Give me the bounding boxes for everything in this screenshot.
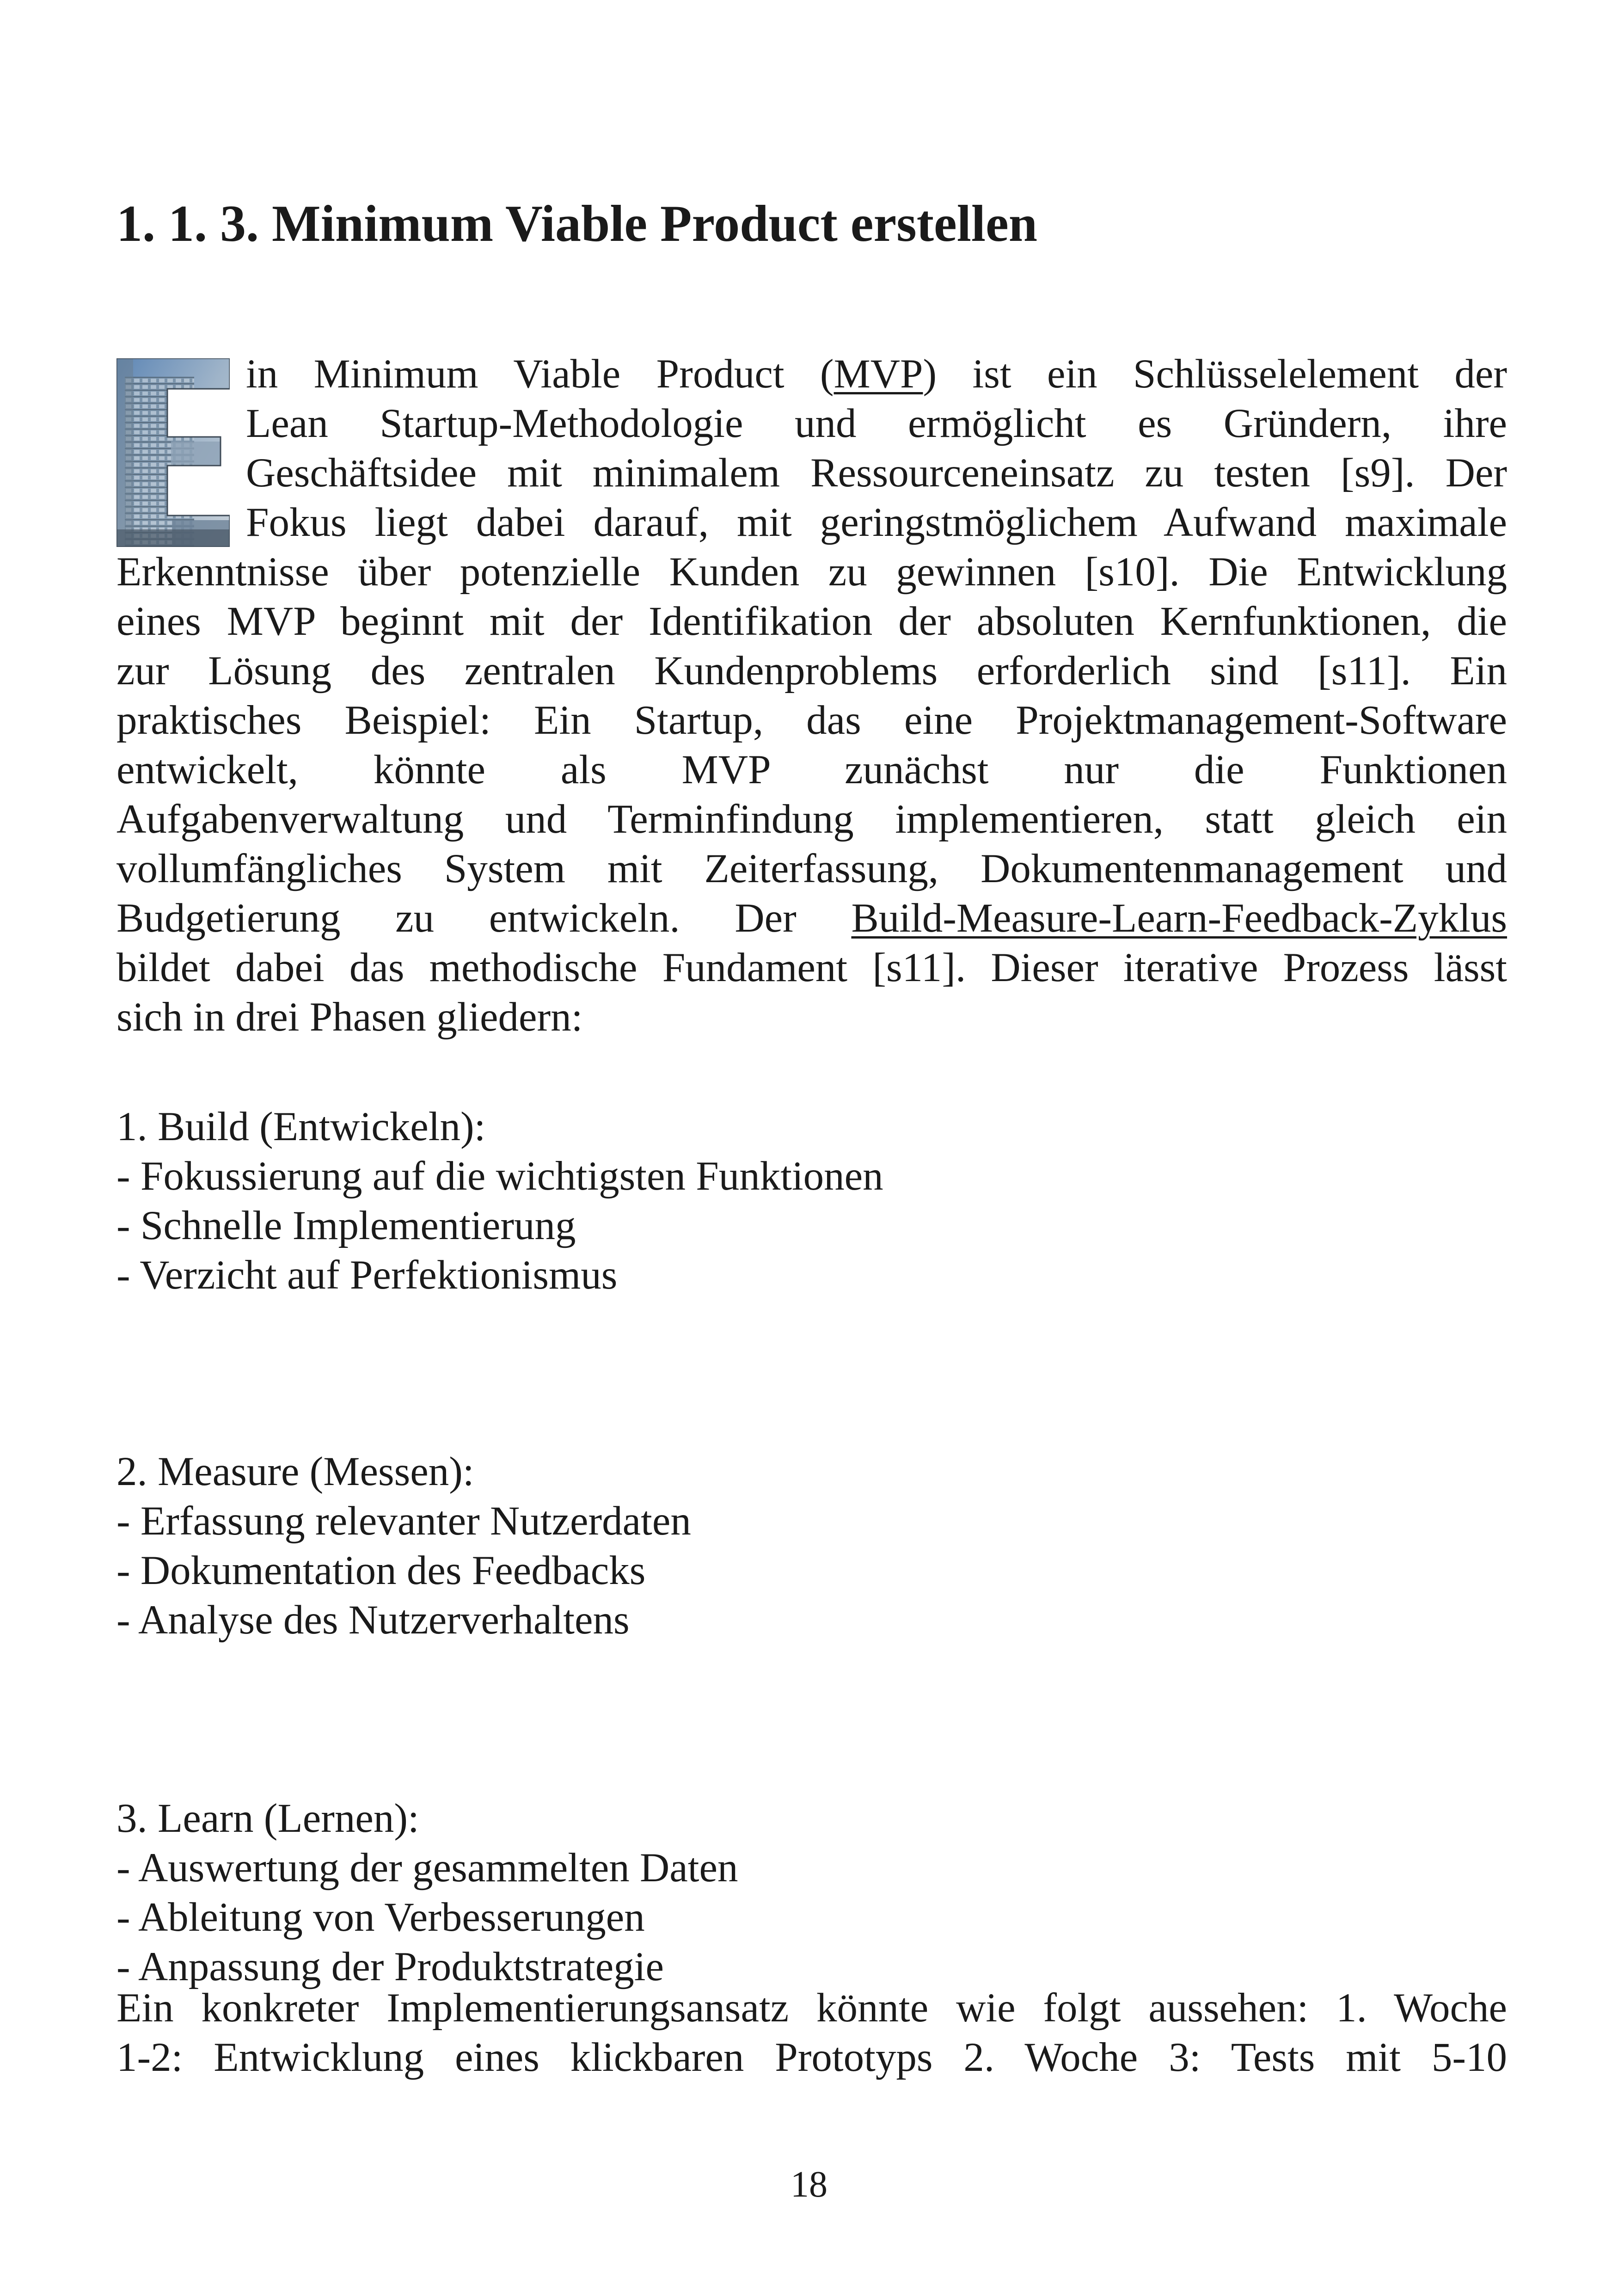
page-number: 18 — [791, 2164, 827, 2205]
text-line: sich in drei Phasen gliedern: — [116, 995, 583, 1040]
text-line: Lean Startup-Methodologie und ermöglicht es Gründern, ihre — [246, 401, 1507, 446]
list-item: - Auswertung der gesammelten Daten — [116, 1845, 738, 1891]
list-item: - Analyse des Nutzerverhaltens — [116, 1597, 630, 1643]
phase-build — [116, 1102, 1507, 1300]
phase-title: 1. Build (Entwickeln): — [116, 1104, 486, 1149]
list-item: - Fokussierung auf die wichtigsten Funktionen — [116, 1154, 883, 1199]
text-line: praktisches Beispiel: Ein Startup, das eine Projektmanagement-Software — [116, 698, 1507, 743]
section-heading: 1. 1. 3. Minimum Viable Product erstellen — [116, 195, 1037, 252]
phase-title: 2. Measure (Messen): — [116, 1449, 474, 1494]
text-line: Ein konkreter Implementierungsansatz könnte wie folgt aussehen: 1. Woche — [116, 1985, 1507, 2031]
text-line: Budgetierung zu entwickeln. Der Build-Measure-Learn-Feedback-Zyklus — [116, 896, 1507, 941]
phase-measure — [116, 1447, 1507, 1645]
mvp-link[interactable]: MVP — [834, 351, 923, 397]
intro-paragraph — [116, 350, 1507, 1042]
list-item: - Anpassung der Produktstrategie — [116, 1944, 664, 1989]
list-item: - Schnelle Implementierung — [116, 1203, 576, 1248]
text-line: 1-2: Entwicklung eines klickbaren Prototyps 2. Woche 3: Tests mit 5-10 — [116, 2035, 1507, 2080]
closing-paragraph — [116, 1983, 1507, 2082]
build-measure-learn-link[interactable]: Build-Measure-Learn-Feedback-Zyklus — [851, 896, 1507, 941]
text-line: Aufgabenverwaltung und Terminfindung implementieren, statt gleich ein — [116, 797, 1507, 842]
list-item: - Ableitung von Verbesserungen — [116, 1895, 645, 1940]
text-line: in Minimum Viable Product (MVP) ist ein Schlüsselelement der — [246, 351, 1507, 397]
text-line: bildet dabei das methodische Fundament [s11]. Dieser iterative Prozess lässt — [116, 945, 1507, 990]
text-line: vollumfängliches System mit Zeiterfassung, Dokumentenmanagement und — [116, 846, 1507, 891]
text-line: Fokus liegt dabei darauf, mit geringstmöglichem Aufwand maximale — [246, 500, 1507, 545]
phase-title: 3. Learn (Lernen): — [116, 1796, 419, 1841]
text-line: entwickelt, könnte als MVP zunächst nur die Funktionen — [116, 747, 1507, 792]
text-line: Erkenntnisse über potenzielle Kunden zu gewinnen [s10]. Die Entwicklung — [116, 549, 1507, 595]
phase-learn — [116, 1794, 1507, 1992]
text-line: Geschäftsidee mit minimalem Ressourceneinsatz zu testen [s9]. Der — [246, 450, 1507, 496]
list-item: - Dokumentation des Feedbacks — [116, 1548, 646, 1593]
text-line: eines MVP beginnt mit der Identifikation der absoluten Kernfunktionen, die — [116, 599, 1507, 644]
text-line: zur Lösung des zentralen Kundenproblems erforderlich sind [s11]. Ein — [116, 648, 1507, 694]
list-item: - Verzicht auf Perfektionismus — [116, 1252, 618, 1298]
list-item: - Erfassung relevanter Nutzerdaten — [116, 1498, 691, 1544]
